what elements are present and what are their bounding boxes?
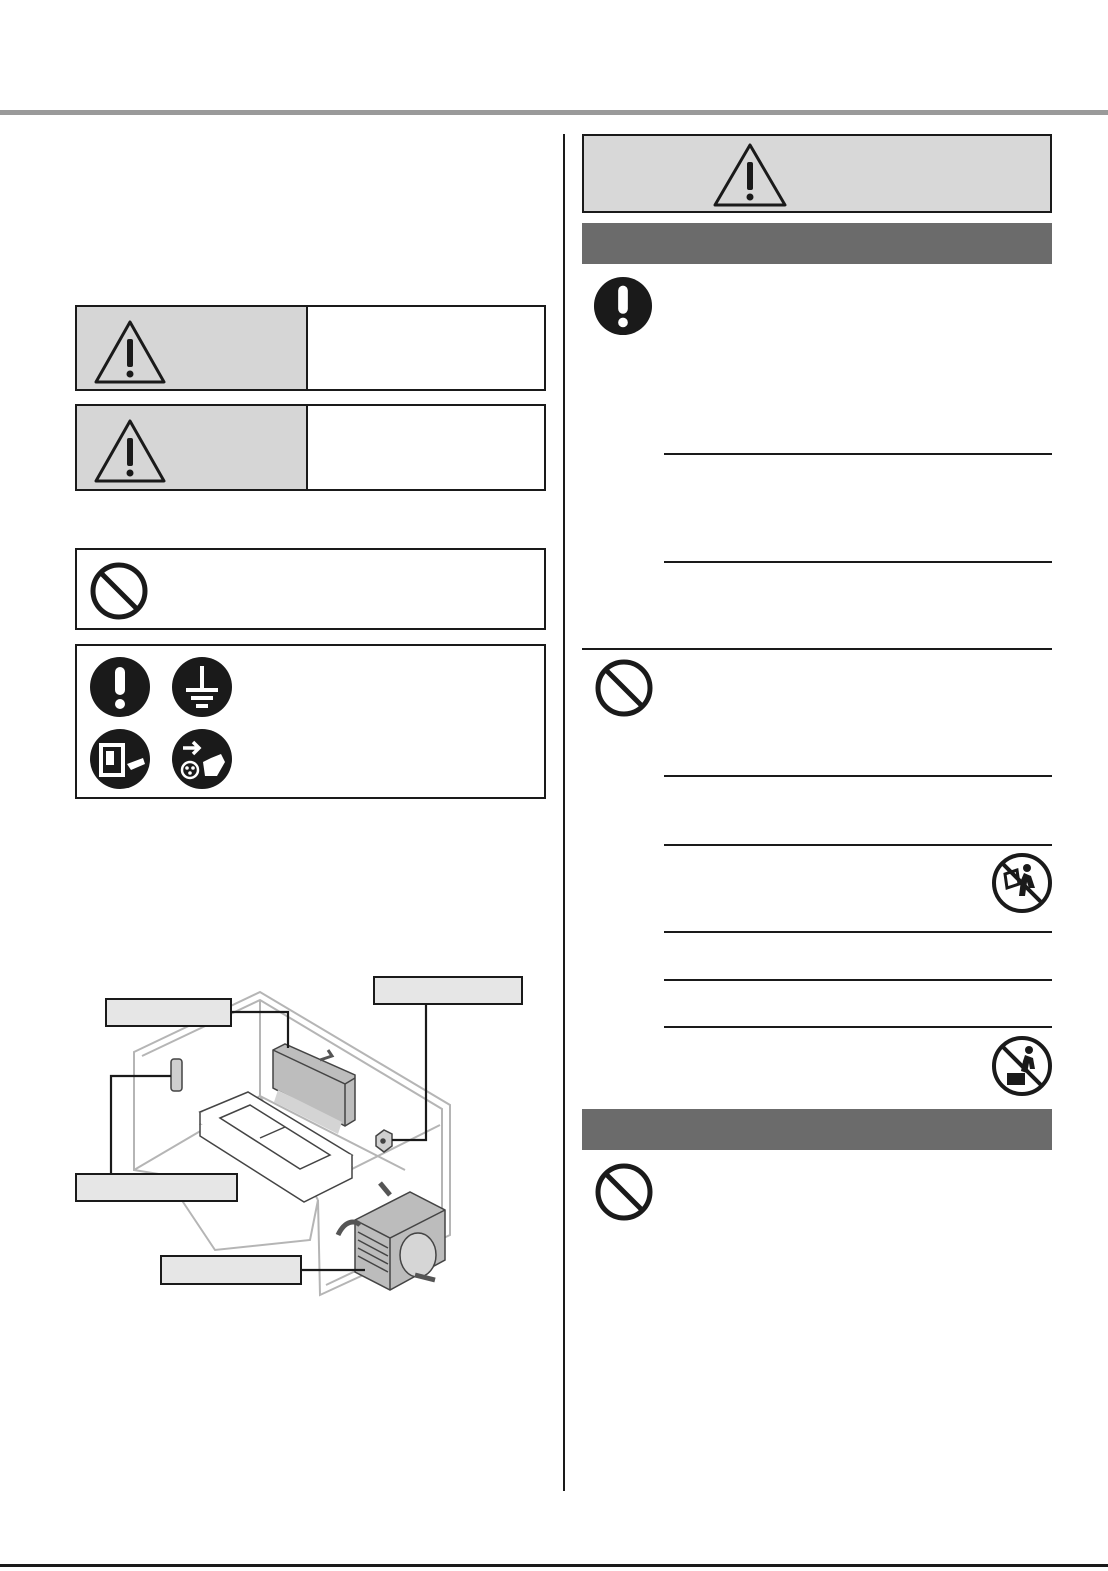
column-divider bbox=[563, 134, 565, 1491]
item-divider bbox=[664, 844, 1052, 846]
item-divider bbox=[664, 1026, 1052, 1028]
section-bar-1 bbox=[582, 223, 1052, 264]
prohibited-icon bbox=[594, 658, 654, 718]
legend-caution bbox=[75, 404, 546, 491]
diagram-label-indoor-unit bbox=[105, 998, 232, 1027]
no-climbing-icon bbox=[991, 852, 1053, 914]
warning-triangle-icon bbox=[93, 319, 167, 385]
top-rule bbox=[0, 110, 1108, 115]
warning-triangle-icon bbox=[93, 418, 167, 484]
prohibited-icon bbox=[594, 1162, 654, 1222]
prohibited-symbol-box bbox=[75, 548, 546, 630]
item-divider bbox=[664, 979, 1052, 981]
section-bar-2 bbox=[582, 1109, 1052, 1150]
warning-triangle-icon bbox=[712, 142, 788, 208]
no-stepping-icon bbox=[991, 1035, 1053, 1097]
diagram-label-remote-control bbox=[75, 1173, 238, 1202]
diagram-label-power-plug bbox=[373, 976, 523, 1005]
item-divider bbox=[664, 931, 1052, 933]
diagram-label-outdoor-unit bbox=[160, 1255, 302, 1285]
item-divider bbox=[664, 453, 1052, 455]
item-divider bbox=[664, 561, 1052, 563]
prohibited-icon bbox=[89, 561, 149, 621]
mandatory-exclamation-icon bbox=[593, 276, 653, 336]
bottom-rule bbox=[0, 1564, 1108, 1567]
safety-banner bbox=[582, 134, 1052, 213]
mandatory-exclamation-icon bbox=[89, 656, 151, 718]
item-divider bbox=[664, 775, 1052, 777]
switch-off-icon bbox=[89, 728, 151, 790]
legend-warning bbox=[75, 305, 546, 391]
mandatory-symbols-box bbox=[75, 644, 546, 799]
block-divider bbox=[582, 648, 1052, 650]
unplug-icon bbox=[171, 728, 233, 790]
ground-icon bbox=[171, 656, 233, 718]
